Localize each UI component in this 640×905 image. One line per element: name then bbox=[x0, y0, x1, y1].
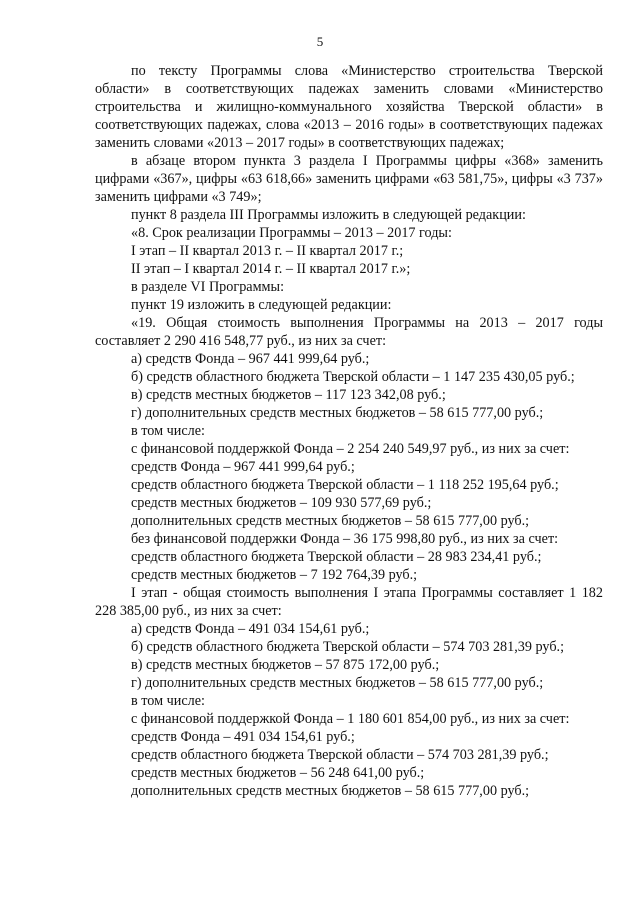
paragraph: «8. Срок реализации Программы – 2013 – 2017 годы: bbox=[131, 225, 452, 241]
paragraph: в том числе: bbox=[131, 693, 205, 709]
paragraph: в) средств местных бюджетов – 117 123 342,08 руб.; bbox=[131, 387, 446, 403]
paragraph: без финансовой поддержки Фонда – 36 175 998,80 руб., из них за счет: bbox=[131, 531, 559, 547]
paragraph: в) средств местных бюджетов – 57 875 172,00 руб.; bbox=[131, 657, 440, 673]
paragraph: б) средств областного бюджета Тверской области – 1 147 235 430,05 руб.; bbox=[131, 369, 575, 385]
paragraph: средств местных бюджетов – 7 192 764,39 руб.; bbox=[131, 567, 418, 583]
paragraph: I этап - общая стоимость выполнения I этапа Программы составляет 1 182 228 385,00 руб., из них за счет: bbox=[95, 585, 603, 619]
paragraph: б) средств областного бюджета Тверской области – 574 703 281,39 руб.; bbox=[131, 639, 565, 655]
paragraph: а) средств Фонда – 967 441 999,64 руб.; bbox=[131, 351, 370, 367]
paragraph: а) средств Фонда – 491 034 154,61 руб.; bbox=[131, 621, 370, 637]
page-number: 5 bbox=[316, 34, 324, 49]
paragraph: пункт 8 раздела III Программы изложить в следующей редакции: bbox=[131, 207, 526, 223]
paragraph: «19. Общая стоимость выполнения Программы на 2013 – 2017 годы составляет 2 290 416 548,77 руб., из них за счет: bbox=[95, 315, 603, 349]
paragraph: с финансовой поддержкой Фонда – 2 254 240 549,97 руб., из них за счет: bbox=[131, 441, 570, 457]
paragraph: г) дополнительных средств местных бюджетов – 58 615 777,00 руб.; bbox=[131, 405, 544, 421]
paragraph: пункт 19 изложить в следующей редакции: bbox=[131, 297, 392, 313]
paragraph: в том числе: bbox=[131, 423, 205, 439]
paragraph: с финансовой поддержкой Фонда – 1 180 601 854,00 руб., из них за счет: bbox=[131, 711, 570, 727]
paragraph: средств Фонда – 967 441 999,64 руб.; bbox=[131, 459, 355, 475]
paragraph: дополнительных средств местных бюджетов – 58 615 777,00 руб.; bbox=[131, 513, 530, 529]
document-body bbox=[95, 62, 603, 800]
paragraph: II этап – I квартал 2014 г. – II квартал 2017 г.»; bbox=[131, 261, 411, 277]
paragraph: I этап – II квартал 2013 г. – II квартал 2017 г.; bbox=[131, 243, 404, 259]
paragraph: средств областного бюджета Тверской области – 1 118 252 195,64 руб.; bbox=[131, 477, 559, 493]
paragraph: средств областного бюджета Тверской области – 574 703 281,39 руб.; bbox=[131, 747, 549, 763]
paragraph: средств областного бюджета Тверской области – 28 983 234,41 руб.; bbox=[131, 549, 542, 565]
paragraph: в абзаце втором пункта 3 раздела I Программы цифры «368» заменить цифрами «367», цифры «63 618,66» заменить цифрами «63 581,75», цифры «3 737» заменить цифрами «3 749»; bbox=[95, 153, 603, 205]
paragraph: г) дополнительных средств местных бюджетов – 58 615 777,00 руб.; bbox=[131, 675, 544, 691]
paragraph: по тексту Программы слова «Министерство строительства Тверской области» в соответствующих падежах заменить словами «Министерство строительства и жилищно-коммунального хозяйства Тверской области» в соответствующих падежах, слова «2013 – 2016 годы» в соответствующих падежах заменить словами «2013 – 2017 годы» в соответствующих падежах; bbox=[95, 63, 603, 151]
paragraph: в разделе VI Программы: bbox=[131, 279, 285, 295]
paragraph: средств Фонда – 491 034 154,61 руб.; bbox=[131, 729, 355, 745]
paragraph: средств местных бюджетов – 109 930 577,69 руб.; bbox=[131, 495, 432, 511]
paragraph: дополнительных средств местных бюджетов – 58 615 777,00 руб.; bbox=[131, 783, 530, 799]
paragraph: средств местных бюджетов – 56 248 641,00 руб.; bbox=[131, 765, 425, 781]
